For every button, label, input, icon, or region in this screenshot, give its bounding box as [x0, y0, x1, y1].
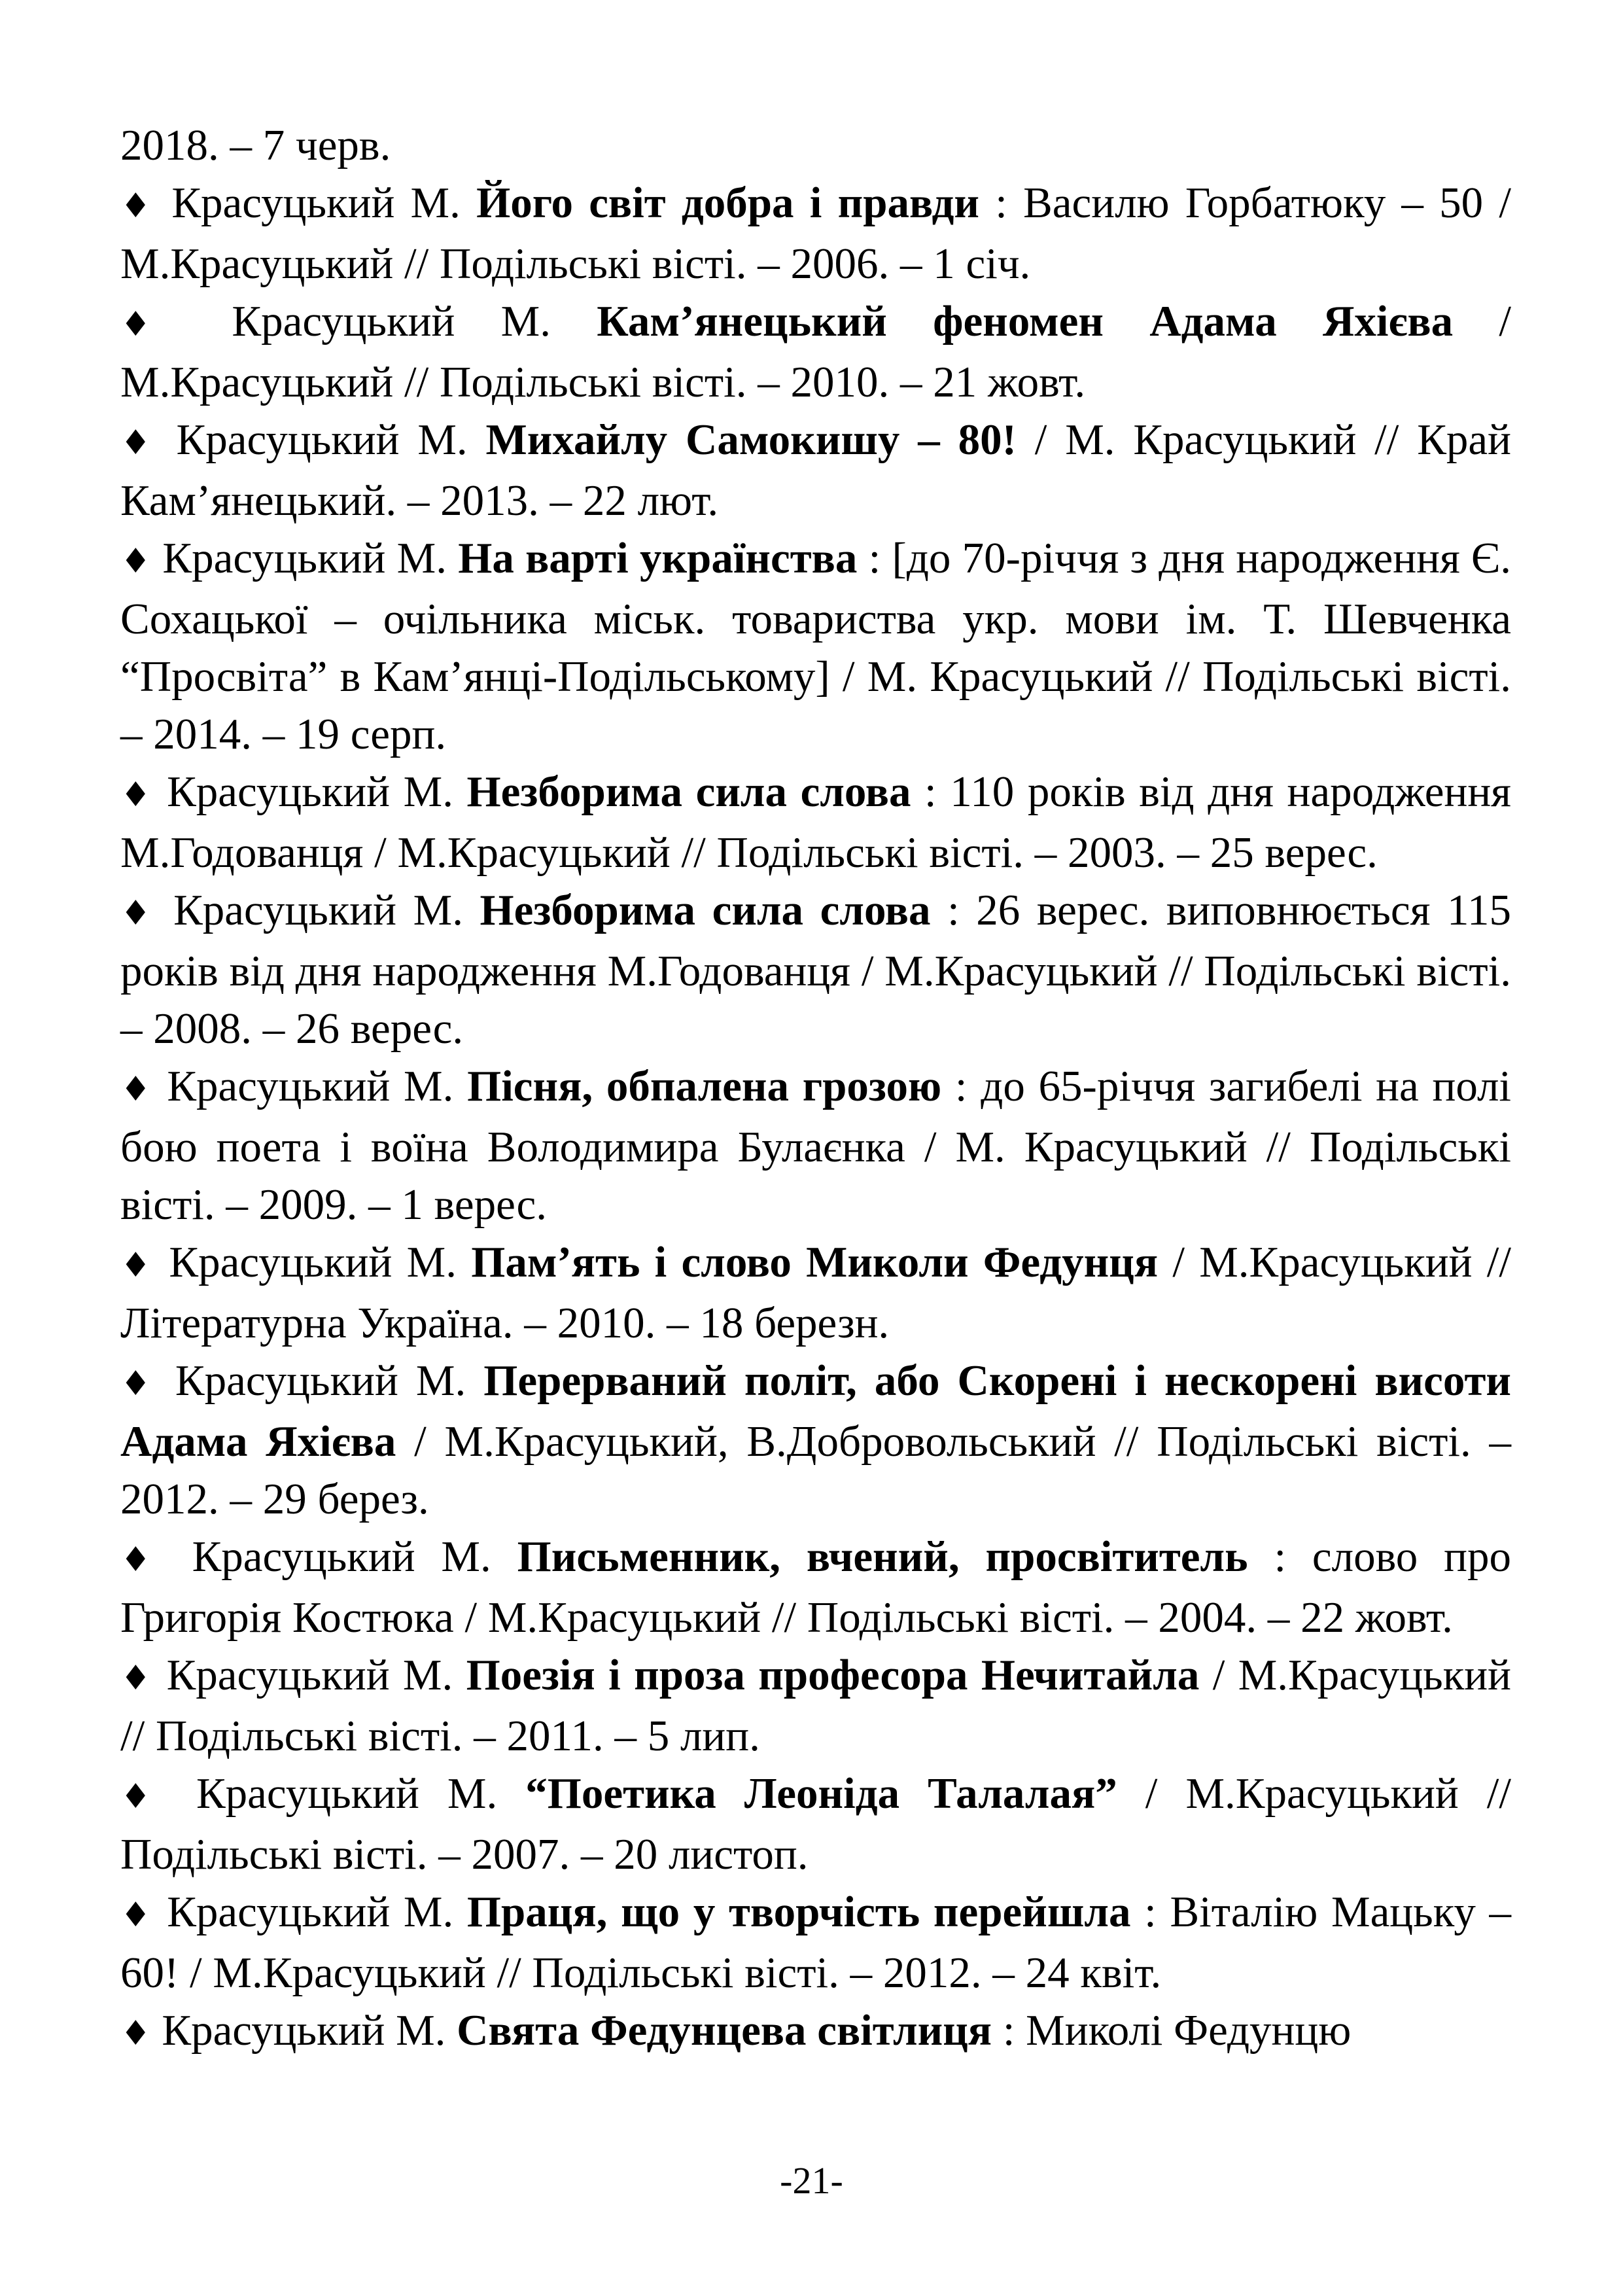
entry-author: Красуцький М. — [157, 1356, 484, 1405]
diamond-bullet-icon: ♦ — [120, 2014, 151, 2053]
entry-details: / М.Красуцький, В.Добровольський // Подільські вісті. – 2012. – 29 берез. — [120, 1417, 1511, 1523]
bibliography-entry — [120, 411, 1511, 529]
entry-details: : [до 70-річчя з дня народження Є. Сохацької – очільника міськ. товариства укр. мови ім. Т. Шевченка “Просвіта” в Кам’янці-Подільському] / М. Красуцький // Подільські вісті. – 2014. – 19 серп. — [120, 534, 1512, 758]
bibliography-entry — [120, 1765, 1511, 1883]
bibliography-entry — [120, 1057, 1511, 1233]
bibliography-entry — [120, 529, 1511, 763]
entry-details: : 110 років від дня народження М.Годованця / М.Красуцький // Подільські вісті. – 2003. – 25 верес. — [120, 768, 1511, 877]
entry-title: Пам’ять і слово Миколи Федунця — [471, 1238, 1159, 1286]
entry-title: Михайлу Самокишу – 80! — [485, 415, 1017, 464]
bibliography-entry — [120, 2002, 1511, 2062]
entry-details: : до 65-річчя загибелі на полі бою поета і воїна Володимира Булаєнка / М. Красуцький // Подільські вісті. – 2009. – 1 верес. — [120, 1062, 1512, 1229]
entry-title: Письменник, вчений, просвітитель — [517, 1532, 1248, 1581]
entry-title: Пісня, обпалена грозою — [467, 1062, 942, 1110]
entry-title: Кам’янецький феномен Адама Яхієва — [597, 297, 1454, 345]
entry-title: “Поетика Леоніда Талалая” — [525, 1769, 1117, 1818]
diamond-bullet-icon: ♦ — [120, 1896, 154, 1935]
entry-details: : 26 верес. виповнюється 115 років від дня народження М.Годованця / М.Красуцький // Подільські вісті. – 2008. – 26 верес. — [120, 886, 1511, 1053]
entry-details: / М.Красуцький // Подільські вісті. – 2011. – 5 лип. — [120, 1651, 1511, 1760]
bibliography-entry — [120, 1233, 1511, 1352]
entry-author: Красуцький М. — [150, 2006, 457, 2055]
entry-author: Красуцький М. — [186, 297, 597, 345]
diamond-bullet-icon: ♦ — [120, 423, 158, 463]
entry-author: Красуцький М. — [166, 1532, 517, 1581]
bibliography-entry — [120, 1352, 1511, 1528]
page-number: -21- — [780, 2159, 843, 2202]
bibliography-entry — [120, 1646, 1511, 1765]
entry-author: Красуцький М. — [156, 179, 477, 227]
entry-author: Красуцький М. — [153, 1651, 466, 1699]
bibliography-entry — [120, 1883, 1511, 2002]
entry-continuation: 2018. – 7 черв. — [120, 121, 391, 169]
entry-author: Красуцький М. — [151, 534, 459, 582]
entry-title: Праця, що у творчість перейшла — [466, 1888, 1131, 1936]
entries-container — [120, 174, 1511, 2062]
entry-author: Красуцький М. — [156, 886, 480, 934]
entry-details: / М.Красуцький // Літературна Україна. – 2010. – 18 березн. — [120, 1238, 1512, 1347]
bibliography-entry — [120, 881, 1511, 1057]
entry-author: Красуцький М. — [153, 1888, 467, 1936]
diamond-bullet-icon: ♦ — [120, 1659, 154, 1698]
entry-title: Поезія і проза професора Нечитайла — [466, 1651, 1200, 1699]
bibliography-entry — [120, 763, 1511, 881]
entry-author: Красуцький М. — [167, 1769, 526, 1818]
entry-author: Красуцький М. — [153, 768, 467, 816]
diamond-bullet-icon: ♦ — [120, 542, 152, 581]
bibliography-entry — [120, 174, 1511, 292]
entry-details: : Віталію Мацьку – 60! / М.Красуцький // Подільські вісті. – 2012. – 24 квіт. — [120, 1888, 1512, 1997]
diamond-bullet-icon: ♦ — [120, 186, 156, 226]
diamond-bullet-icon: ♦ — [120, 1364, 158, 1404]
entry-author: Красуцький М. — [154, 1238, 472, 1286]
entry-author: Красуцький М. — [153, 1062, 468, 1110]
entry-title: Перерваний політ, або Скорені і нескорені висоти Адама Яхієва — [120, 1356, 1512, 1466]
bibliography-entry — [120, 1528, 1511, 1646]
entry-details: / М. Красуцький // Край Кам’янецький. – 2013. – 22 лют. — [120, 415, 1512, 525]
entry-details: / М.Красуцький // Подільські вісті. – 2010. – 21 жовт. — [120, 297, 1512, 406]
diamond-bullet-icon: ♦ — [120, 1540, 166, 1580]
diamond-bullet-icon: ♦ — [120, 305, 186, 344]
bibliography-entry — [120, 292, 1511, 411]
diamond-bullet-icon: ♦ — [120, 1777, 168, 1816]
diamond-bullet-icon: ♦ — [120, 1246, 155, 1285]
entry-details: : слово про Григорія Костюка / М.Красуцький // Подільські вісті. – 2004. – 22 жовт. — [120, 1532, 1511, 1642]
entry-title: Незборима сила слова — [480, 886, 931, 934]
diamond-bullet-icon: ♦ — [120, 894, 157, 933]
diamond-bullet-icon: ♦ — [120, 1070, 154, 1109]
entry-title: Незборима сила слова — [466, 768, 911, 816]
entry-author: Красуцький М. — [158, 415, 486, 464]
diamond-bullet-icon: ♦ — [120, 775, 154, 815]
entry-details: : Миколі Федунцю — [992, 2006, 1352, 2055]
entry-title: Його світ добра і правди — [476, 179, 979, 227]
entry-title: На варті українства — [458, 534, 858, 582]
entry-details: / М.Красуцький // Подільські вісті. – 2007. – 20 листоп. — [120, 1769, 1511, 1879]
entry-details: : Василю Горбатюку – 50 / М.Красуцький // Подільські вісті. – 2006. – 1 січ. — [120, 179, 1512, 288]
bibliography-list — [120, 116, 1511, 2062]
entry-title: Свята Федунцева світлиця — [457, 2006, 992, 2055]
